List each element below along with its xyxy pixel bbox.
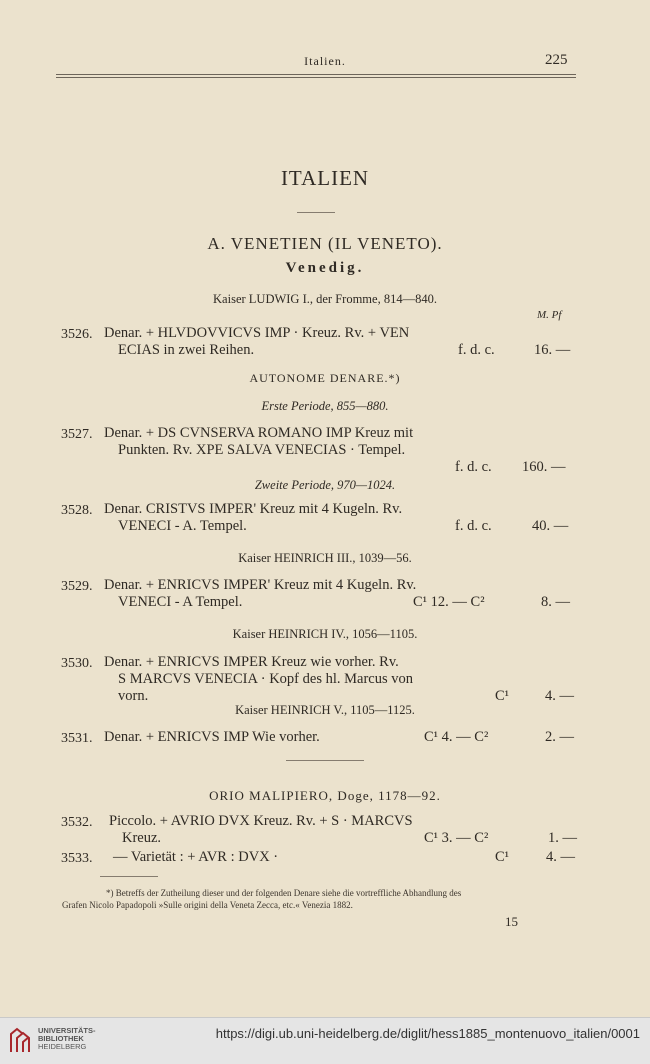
entry-grade: C¹ 12. — C² — [413, 594, 485, 610]
entry-text: Denar. + DS CVNSERVA ROMANO IMP Kreuz mit — [104, 425, 414, 441]
section-heading: A. VENETIEN (IL VENETO). — [207, 234, 443, 253]
ruler-heading-heinrich-v: Kaiser HEINRICH V., 1105—1125. — [235, 703, 415, 717]
heidelberg-logo-icon — [8, 1024, 34, 1054]
city-heading: Venedig. — [285, 260, 365, 276]
entry-text: VENECI - A Tempel. — [118, 594, 243, 610]
entry-grade: C¹ 3. — C² — [424, 830, 489, 846]
header-rule — [56, 74, 576, 75]
page-title: ITALIEN — [280, 166, 370, 190]
entry-text: vorn. — [118, 688, 149, 704]
entry-number: 3533. — [61, 851, 93, 866]
entry-text: Kreuz. — [122, 830, 162, 846]
entry-text: S MARCVS VENECIA · Kopf des hl. Marcus von — [118, 671, 413, 687]
entry-price: 4. — — [546, 849, 575, 865]
logo-line: BIBLIOTHEK — [38, 1034, 84, 1043]
entry-text: Punkten. Rv. XPE SALVA VENECIAS · Tempel. — [118, 442, 406, 458]
footnote-line: Grafen Nicolo Papadopoli »Sulle origini della Veneta Zecca, etc.« Venezia 1882. — [62, 900, 353, 910]
entry-text: Piccolo. + AVRIO DVX Kreuz. Rv. + S · MARCVS — [109, 813, 413, 829]
source-url-link[interactable]: https://digi.ub.uni-heidelberg.de/diglit/hess1885_montenuovo_italien/0001 — [215, 1026, 640, 1041]
entry-text: Denar. + ENRICVS IMPER' Kreuz mit 4 Kugeln. Rv. — [104, 577, 417, 593]
running-title: Italien. — [304, 54, 346, 68]
header-rule-2 — [56, 77, 576, 78]
entry-price: 2. — — [545, 729, 574, 745]
entry-price: 160. — — [522, 459, 566, 475]
logo-line: HEIDELBERG — [38, 1042, 87, 1051]
entry-number: 3527. — [61, 427, 93, 442]
entry-text: ECIAS in zwei Reihen. — [118, 342, 255, 358]
signature-mark: 15 — [505, 914, 518, 929]
entry-price: 4. — — [545, 688, 574, 704]
entry-text: Denar. + ENRICVS IMP Wie vorher. — [104, 729, 320, 745]
entry-number: 3531. — [61, 731, 93, 746]
currency-marks: M. Pf — [537, 309, 562, 321]
entry-price: 16. — — [534, 342, 571, 358]
entry-text: VENECI - A. Tempel. — [118, 518, 247, 534]
entry-number: 3528. — [61, 503, 93, 518]
logo-line: UNIVERSITÄTS- — [38, 1026, 96, 1035]
period-heading-2: Zweite Periode, 970—1024. — [254, 478, 396, 492]
entry-number: 3530. — [61, 656, 93, 671]
entry-number: 3532. — [61, 815, 93, 830]
entry-grade: C¹ — [495, 849, 510, 865]
section-rule — [286, 760, 364, 761]
entry-text: Denar. + HLVDOVVICVS IMP · Kreuz. Rv. + VEN — [104, 325, 410, 341]
entry-number: 3526. — [61, 327, 93, 342]
autonome-heading: AUTONOME DENARE.*) — [249, 371, 401, 385]
page-number: 225 — [545, 52, 568, 68]
footnote-rule — [100, 876, 158, 877]
entry-price: 8. — — [541, 594, 570, 610]
entry-text: Denar. + ENRICVS IMPER Kreuz wie vorher. Rv. — [104, 654, 399, 670]
title-rule — [297, 212, 335, 213]
entry-price: 1. — — [548, 830, 577, 846]
entry-text: Denar. CRISTVS IMPER' Kreuz mit 4 Kugeln. Rv. — [104, 501, 403, 517]
ruler-heading-heinrich-iii: Kaiser HEINRICH III., 1039—56. — [238, 551, 412, 565]
entry-grade: f. d. c. — [455, 518, 492, 534]
entry-grade: f. d. c. — [458, 342, 495, 358]
library-name — [38, 1027, 96, 1051]
ruler-heading-ludwig: Kaiser LUDWIG I., der Fromme, 814—840. — [213, 292, 437, 306]
period-heading-1: Erste Periode, 855—880. — [261, 399, 389, 413]
ruler-heading-heinrich-iv: Kaiser HEINRICH IV., 1056—1105. — [232, 627, 418, 641]
entry-price: 40. — — [532, 518, 569, 534]
entry-number: 3529. — [61, 579, 93, 594]
entry-grade: C¹ 4. — C² — [424, 729, 489, 745]
entry-grade: f. d. c. — [455, 459, 492, 475]
footnote-line: *) Betreffs der Zutheilung dieser und der folgenden Denare siehe die vortreffliche Abhandlung des — [106, 888, 462, 898]
entry-text: — Varietät : + AVR : DVX · — [113, 849, 279, 865]
doge-heading: ORIO MALIPIERO, Doge, 1178—92. — [209, 788, 441, 803]
entry-grade: C¹ — [495, 688, 510, 704]
